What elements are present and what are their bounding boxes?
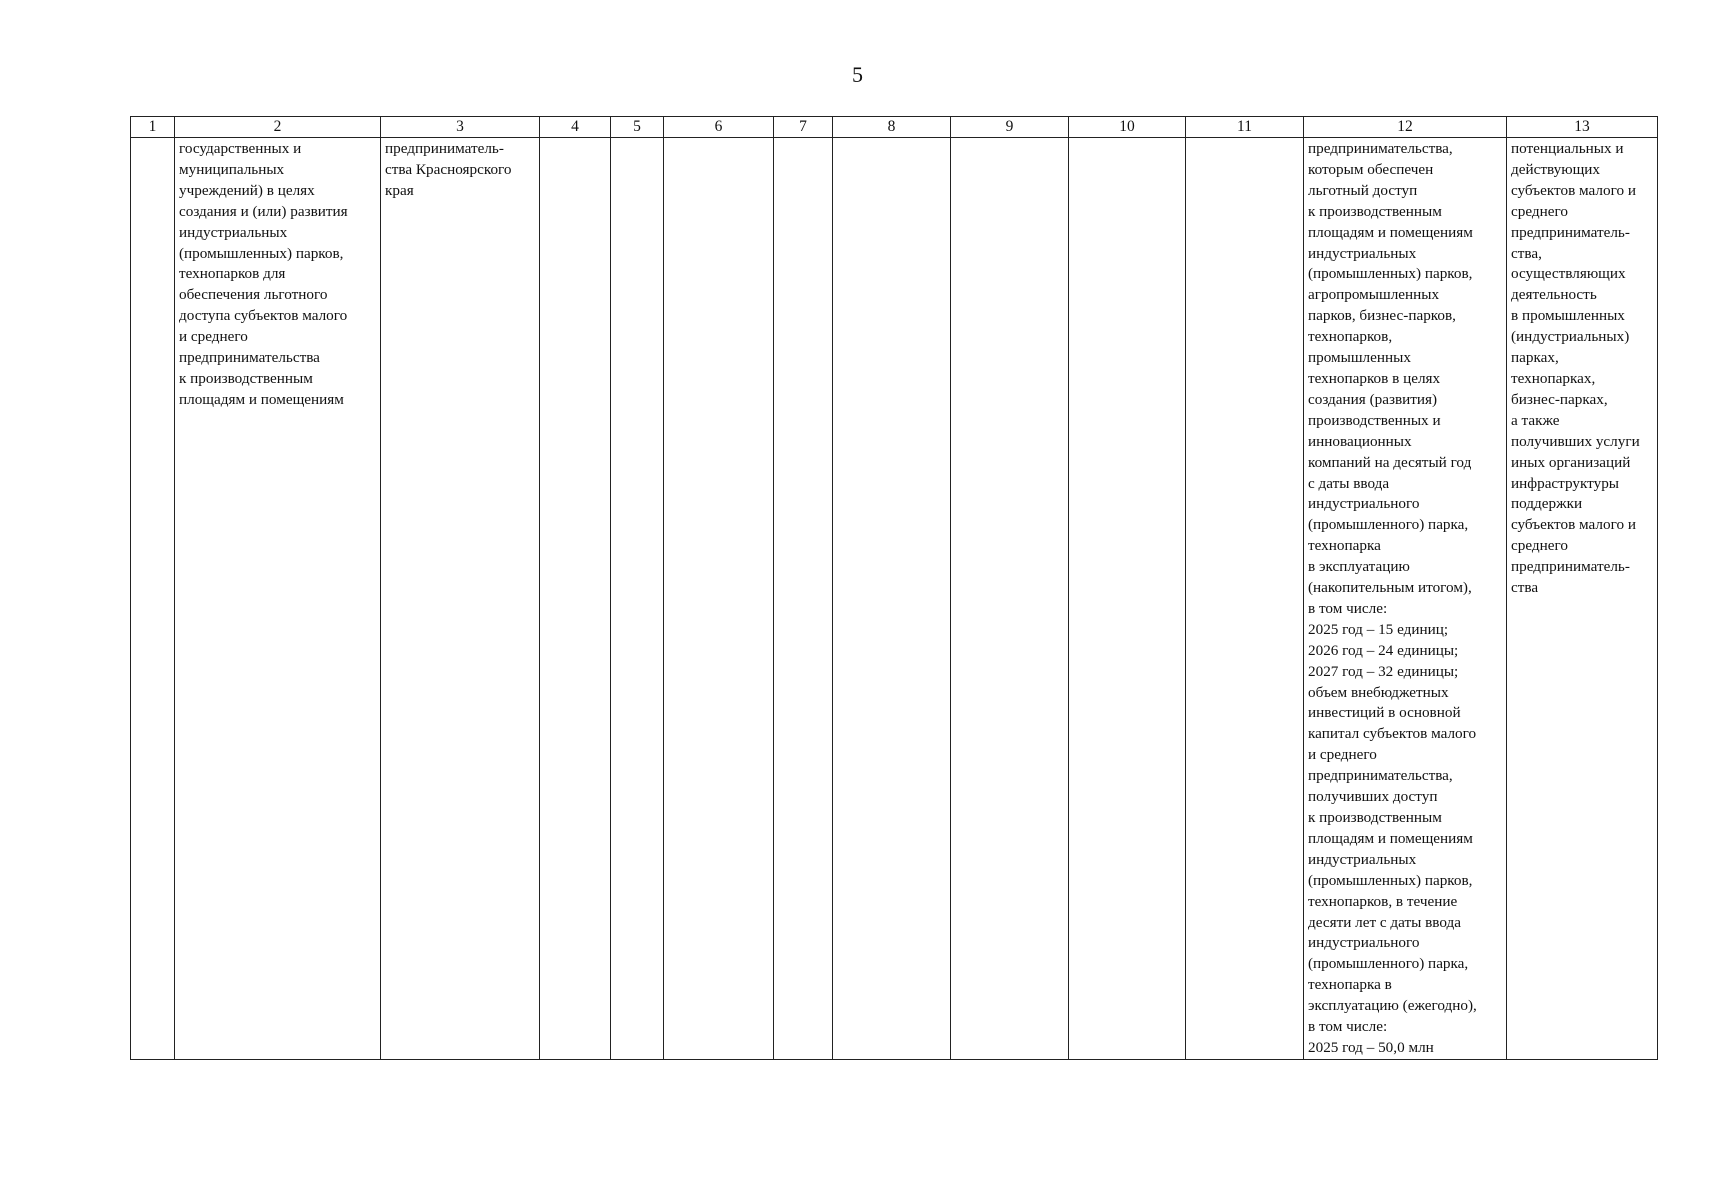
table-row (131, 138, 1658, 1060)
column-header: 7 (774, 117, 833, 138)
table-cell-col13: потенциальных и действующих субъектов малого и среднего предприниматель- ства, осуществляющих деятельность в промышленных (индустриальных) парках, технопарках, бизнес-парках, а также получивших услуги иных организаций инфраструктуры поддержки субъектов малого и среднего предприниматель- ства (1507, 138, 1658, 1060)
column-header: 2 (175, 117, 381, 138)
column-header: 13 (1507, 117, 1658, 138)
column-header: 4 (540, 117, 611, 138)
table-cell-col11 (1186, 138, 1304, 1060)
table-cell-col8 (833, 138, 951, 1060)
column-header: 10 (1069, 117, 1186, 138)
column-header: 12 (1304, 117, 1507, 138)
column-header: 5 (611, 117, 664, 138)
page-number: 5 (852, 62, 863, 87)
table-header-row (131, 117, 1658, 138)
table-cell-col9 (951, 138, 1069, 1060)
table-cell-col4 (540, 138, 611, 1060)
column-header: 3 (381, 117, 540, 138)
table-cell-col1 (131, 138, 175, 1060)
column-header: 8 (833, 117, 951, 138)
table-cell-col12: предпринимательства, которым обеспечен льготный доступ к производственным площадям и помещениям индустриальных (промышленных) парков, агропромышленных парков, бизнес-парков, технопарков, промышленных технопарков в целях создания (развития) производственных и инновационных компаний на десятый год с даты ввода индустриального (промышленного) парка, технопарка в эксплуатацию (накопительным итогом), в том числе: 2025 год – 15 единиц; 2026 год – 24 единицы; 2027 год – 32 единицы; объем внебюджетных инвестиций в основной капитал субъектов малого и среднего предпринимательства, получивших доступ к производственным площадям и помещениям индустриальных (промышленных) парков, технопарков, в течение десяти лет с даты ввода индустриального (промышленного) парка, технопарка в эксплуатацию (ежегодно), в том числе: 2025 год – 50,0 млн (1304, 138, 1507, 1060)
table-cell-col10 (1069, 138, 1186, 1060)
column-header: 9 (951, 117, 1069, 138)
table-cell-col2: государственных и муниципальных учреждений) в целях создания и (или) развития индустриальных (промышленных) парков, технопарков для обеспечения льготного доступа субъектов малого и среднего предпринимательства к производственным площадям и помещениям (175, 138, 381, 1060)
column-header: 6 (664, 117, 774, 138)
column-header: 11 (1186, 117, 1304, 138)
table-cell-col3: предприниматель- ства Красноярского края (381, 138, 540, 1060)
table-cell-col6 (664, 138, 774, 1060)
table-cell-col7 (774, 138, 833, 1060)
table-cell-col5 (611, 138, 664, 1060)
document-table (130, 116, 1658, 1060)
column-header: 1 (131, 117, 175, 138)
